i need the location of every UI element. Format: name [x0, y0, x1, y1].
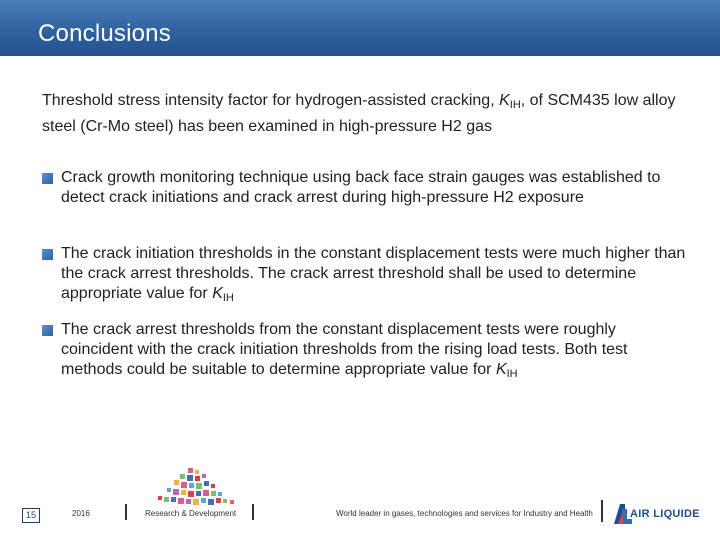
- title-bar: [0, 0, 720, 56]
- bullet-text: The crack arrest thresholds from the constant displacement tests were roughly coincident with the crack initiation thresholds from the rising load tests. Both test methods could be suitable to determine appropriate value for: [61, 321, 628, 378]
- intro-k-subscript: IH: [509, 99, 521, 111]
- bullet-item: [42, 168, 692, 208]
- footer-divider: [601, 500, 603, 522]
- footer-department: Research & Development: [145, 509, 237, 518]
- bullet-k-symbol: K: [495, 361, 507, 378]
- slide-title: Conclusions: [38, 20, 171, 47]
- bullet-text-wrapper: [61, 244, 692, 308]
- bullet-item: [42, 320, 692, 384]
- bullet-k-symbol: K: [212, 285, 223, 302]
- intro-text-b: , of SCM435 low alloy steel (Cr-Mo steel) has been examined in high-pressure H2 gas: [42, 92, 676, 135]
- footer-year: 2016: [72, 509, 90, 518]
- footer-tagline: World leader in gases, technologies and services for Industry and Health: [336, 509, 593, 518]
- bullet-square-icon: [42, 173, 53, 184]
- bullet-text: Crack growth monitoring technique using back face strain gauges was established to detect crack initiations and crack arrest during high-pressure H2 exposure: [61, 169, 661, 206]
- bullet-text: The crack initiation thresholds in the constant displacement tests were much higher than the crack arrest thresholds. The crack arrest threshold shall be used to determine appropriate value for: [61, 245, 686, 302]
- intro-k-symbol: K: [499, 92, 510, 109]
- bullet-k-subscript: IH: [222, 292, 234, 304]
- page-number: 15: [22, 508, 40, 523]
- footer-divider: [252, 504, 254, 520]
- bullet-k-subscript: IH: [506, 368, 518, 380]
- bullet-item: [42, 244, 692, 308]
- intro-text-a: Threshold stress intensity factor for hydrogen-assisted cracking,: [42, 92, 500, 109]
- bullet-square-icon: [42, 325, 53, 336]
- footer-divider: [125, 504, 127, 520]
- bullet-text-wrapper: [61, 320, 692, 384]
- logo-text: AIR LIQUIDE: [630, 508, 700, 520]
- intro-paragraph: [42, 90, 692, 137]
- bullet-square-icon: [42, 249, 53, 260]
